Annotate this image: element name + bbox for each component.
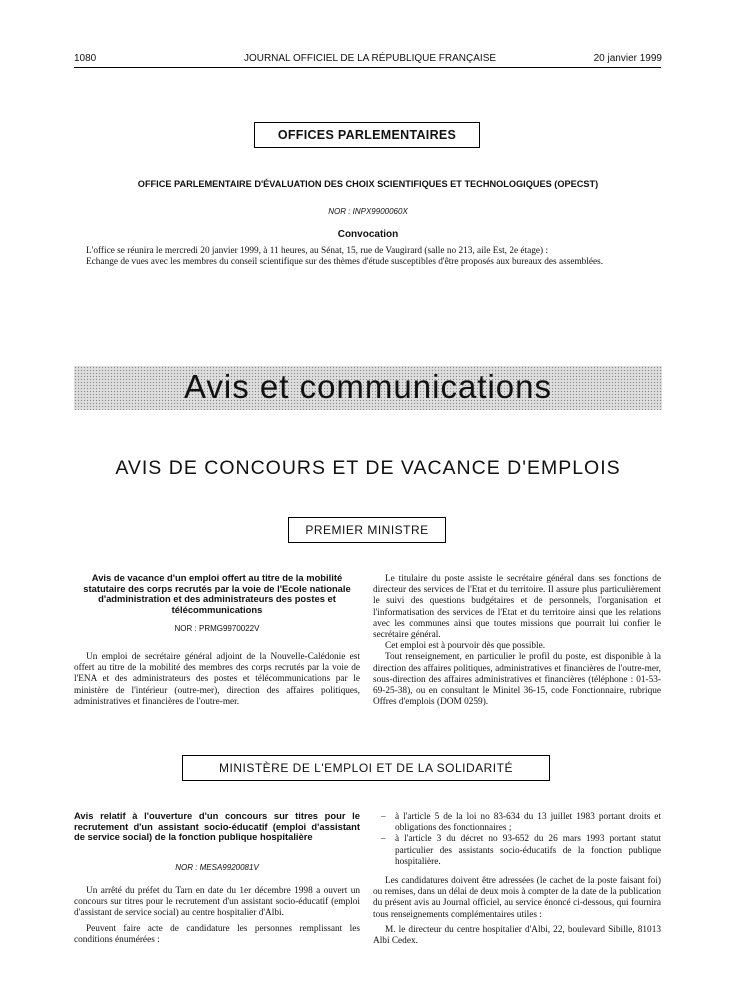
pm-left-body xyxy=(74,652,360,708)
bullet-text-2: à l'article 3 du décret no 93-652 du 26 mars 1993 portant statut particulier des assistants socio-éducatifs de la fonction publique hospitalière. xyxy=(395,834,661,867)
section-title: AVIS DE CONCOURS ET DE VACANCE D'EMPLOIS xyxy=(115,457,621,479)
emploi-right-para-1: Les candidatures doivent être adressées (le cachet de la poste faisant foi) ou remises, dans un délai de deux mois à compter de la date de la publication du présent avis au Journal officiel, au service énoncé ci-dessous, qui fournira tous renseignements complémentaires utiles : xyxy=(373,876,661,920)
offices-box-title: OFFICES PARLEMENTAIRES xyxy=(254,122,480,148)
emploi-left-para-2: Peuvent faire acte de candidature les personnes remplissant les conditions énumérées : xyxy=(74,923,360,945)
avis-banner xyxy=(74,366,662,410)
office-nor: NOR : INPX9900060X xyxy=(328,207,408,216)
emploi-heading: Avis relatif à l'ouverture d'un concours sur titres pour le recrutement d'un assistant socio-éducatif (emploi d'assistant de service social) de la fonction publique hospitalière xyxy=(74,810,360,843)
page-date: 20 janvier 1999 xyxy=(593,53,662,64)
pm-left-para: Un emploi de secrétaire général adjoint de la Nouvelle-Calédonie est offert au titre de la mobilité des membres des corps recrutés par la voie de l'ENA et des administrateurs des postes et télécommunications par le ministère de l'intérieur (outre-mer), direction des affaires politiques, administratives et financières de l'outre-mer. xyxy=(74,652,360,707)
pm-right-para-1: Le titulaire du poste assiste le secrétaire général dans ses fonctions de directeur des services de l'Etat et du territoire. Il assure plus particulièrement le suivi des questions budgétaires et de personnels, l'organisation et l'informatisation des services de l'Etat et du territoire ainsi que les relations avec les communes ainsi que toutes missions que pourrait lui confier le secrétaire général. xyxy=(373,574,661,641)
list-item xyxy=(373,812,661,834)
emploi-right-body xyxy=(373,812,661,947)
list-item xyxy=(373,834,661,868)
bullet-text-1: à l'article 5 de la loi no 83-634 du 13 juillet 1983 portant droits et obligations des fonctionnaires ; xyxy=(395,812,661,834)
office-title: OFFICE PARLEMENTAIRE D'ÉVALUATION DES CHOIX SCIENTIFIQUES ET TECHNOLOGIQUES (OPECST) xyxy=(137,179,599,189)
dash-bullet: – xyxy=(381,812,386,822)
convocation-heading: Convocation xyxy=(337,229,399,240)
convocation-body xyxy=(74,246,662,268)
page-number: 1080 xyxy=(74,53,97,64)
emploi-left-body xyxy=(74,886,360,946)
pm-nor: NOR : PRMG9970022V xyxy=(174,624,260,633)
emploi-box: MINISTÈRE DE L'EMPLOI ET DE LA SOLIDARITÉ xyxy=(182,755,550,781)
journal-title: JOURNAL OFFICIEL DE LA RÉPUBLIQUE FRANÇAISE xyxy=(243,53,497,64)
emploi-nor: NOR : MESA9920081V xyxy=(175,863,259,872)
banner-title: Avis et communications xyxy=(183,368,553,405)
pm-right-para-2: Cet emploi est à pourvoir dès que possible. xyxy=(385,641,546,652)
emploi-left-para-1: Un arrêté du préfet du Tarn en date du 1er décembre 1998 a ouvert un concours sur titres pour le recrutement d'un assistant socio-éducatif (emploi d'assistant de service social) au centre hospitalier d'Albi. xyxy=(74,886,360,919)
header-rule xyxy=(74,67,661,68)
pm-right-body xyxy=(373,574,661,708)
emploi-right-para-2: M. le directeur du centre hospitalier d'Albi, 22, boulevard Sibille, 81013 Albi Cedex. xyxy=(373,924,661,947)
convocation-para-2: Echange de vues avec les membres du conseil scientifique sur des thèmes d'étude susceptibles d'être proposés aux bureaux des assemblées. xyxy=(86,257,604,268)
pm-heading: Avis de vacance d'un emploi offert au titre de la mobilité statutaire des corps recrutés par la voie de l'Ecole nationale d'administration et des administrateurs des postes et télécommunications xyxy=(83,572,351,615)
pm-right-para-3: Tout renseignement, en particulier le profil du poste, est disponible à la direction des affaires politiques, administratives et financières de l'outre-mer, sous-direction des affaires administratives et financières (téléphone : 01-53-69-25-38), ou en consultant le Minitel 36-15, code Fonctionnaire, rubrique Offres d'emplois (DOM 0259). xyxy=(373,652,661,708)
premier-ministre-box: PREMIER MINISTRE xyxy=(288,517,446,543)
convocation-para-1: L'office se réunira le mercredi 20 janvier 1999, à 11 heures, au Sénat, 15, rue de Vaugirard (salle no 213, aile Est, 2e étage) : xyxy=(86,246,549,256)
dash-bullet: – xyxy=(381,834,386,845)
